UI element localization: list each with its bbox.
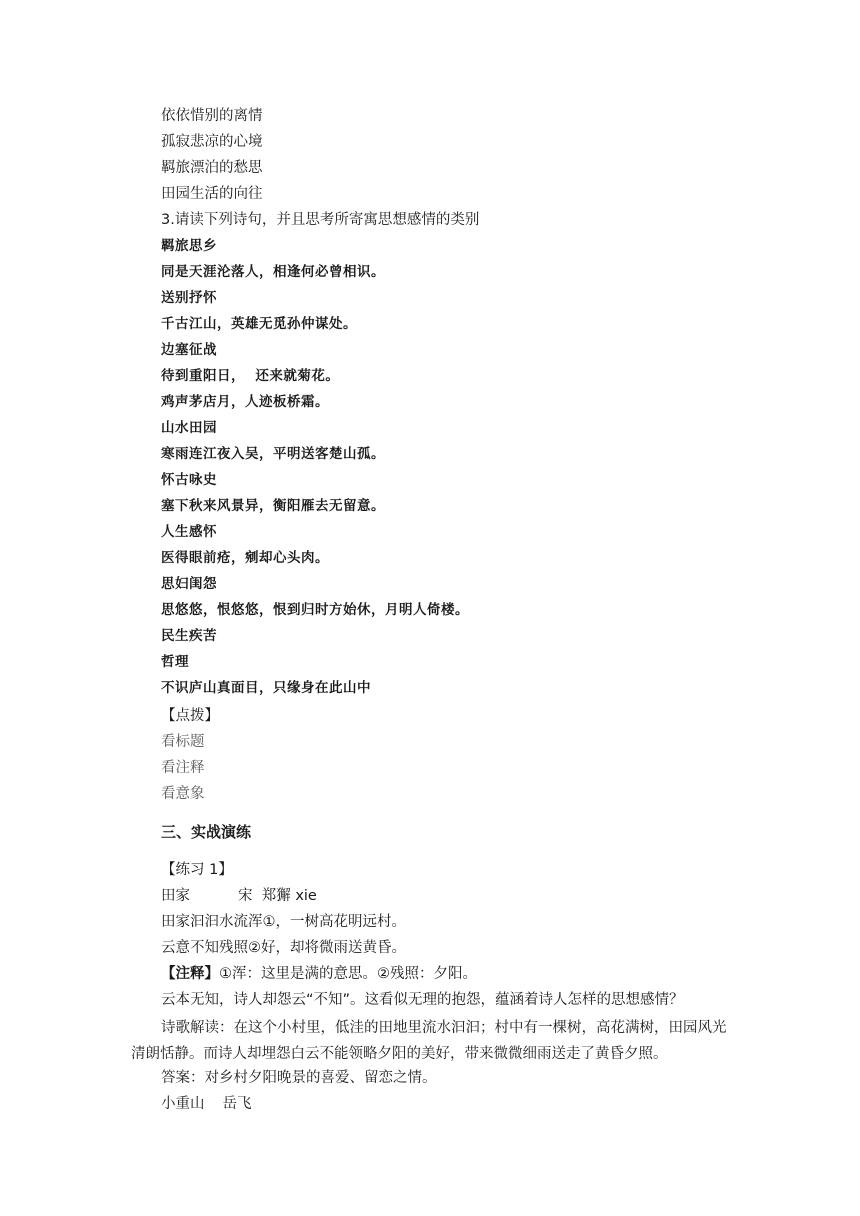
poem-line: 鸡声茅店月，人迹板桥霜。	[161, 394, 329, 410]
notes-label: 【注释】	[161, 966, 219, 982]
poem-author: 岳飞	[222, 1096, 252, 1112]
category-label: 送别抒怀	[161, 290, 217, 306]
poem-line: 不识庐山真面目，只缘身在此山中	[161, 680, 371, 696]
poem-title	[161, 1094, 252, 1114]
category-label: 哲理	[161, 654, 189, 670]
poem-author: 宋 郑獬 xie	[238, 888, 317, 904]
category-label: 思妇闺怨	[161, 576, 217, 592]
category-label: 羁旅思乡	[161, 238, 217, 254]
category-label: 怀古咏史	[161, 472, 217, 488]
poem-line: 思悠悠，恨悠悠，恨到归时方始休，月明人倚楼。	[161, 602, 469, 618]
analysis-paragraph: 诗歌解读：在这个小村里，低洼的田地里流水汩汩；村中有一棵树，高花满树，田园风光清朗恬静。而诗人却埋怨白云不能领略夕阳的美好，带来微微细雨送走了黄昏夕照。	[131, 1020, 727, 1062]
poem-line: 寒雨连江夜入吴，平明送客楚山孤。	[161, 446, 385, 462]
poem-line: 田家汩汩水流浑①，一树高花明远村。	[161, 914, 406, 930]
poem-line: 塞下秋来风景异，衡阳雁去无留意。	[161, 498, 385, 514]
answer-text: 答案：对乡村夕阳晚景的喜爱、留恋之情。	[161, 1070, 437, 1086]
notes	[161, 964, 477, 984]
poem-title-text: 田家	[161, 888, 190, 904]
section-heading: 三、实战演练	[161, 823, 252, 841]
poem-title	[161, 886, 317, 906]
exercise-label: 【练习 1】	[161, 862, 233, 878]
poem-line: 千古江山，英雄无觅孙仲谋处。	[161, 316, 357, 332]
option-2: 孤寂悲凉的心境	[161, 134, 263, 150]
poem-line: 同是天涯沦落人，相逢何必曾相识。	[161, 264, 385, 280]
option-1: 依依惜别的离情	[161, 108, 263, 124]
category-label: 民生疾苦	[161, 628, 217, 644]
tip-item: 看标题	[161, 734, 205, 750]
category-label: 人生感怀	[161, 524, 217, 540]
category-label: 边塞征战	[161, 342, 217, 358]
notes-text: ①浑：这里是满的意思。②残照：夕阳。	[219, 966, 477, 982]
option-4: 田园生活的向往	[161, 186, 263, 202]
option-3: 羁旅漂泊的愁思	[161, 160, 263, 176]
tips-label: 【点拨】	[161, 708, 219, 724]
poem-line: 待到重阳日， 还来就菊花。	[161, 368, 340, 384]
category-label: 山水田园	[161, 420, 217, 436]
poem-title-text: 小重山	[161, 1096, 205, 1112]
question-3: 3.请读下列诗句，并且思考所寄寓思想感情的类别	[161, 212, 480, 228]
poem-line: 医得眼前疮，剜却心头肉。	[161, 550, 329, 566]
poem-line: 云意不知残照②好，却将微雨送黄昏。	[161, 940, 406, 956]
question-text: 云本无知，诗人却怨云“不知”。这看似无理的抱怨，蕴涵着诗人怎样的思想感情？	[161, 992, 684, 1008]
tip-item: 看注释	[161, 760, 205, 776]
tip-item: 看意象	[161, 786, 205, 802]
